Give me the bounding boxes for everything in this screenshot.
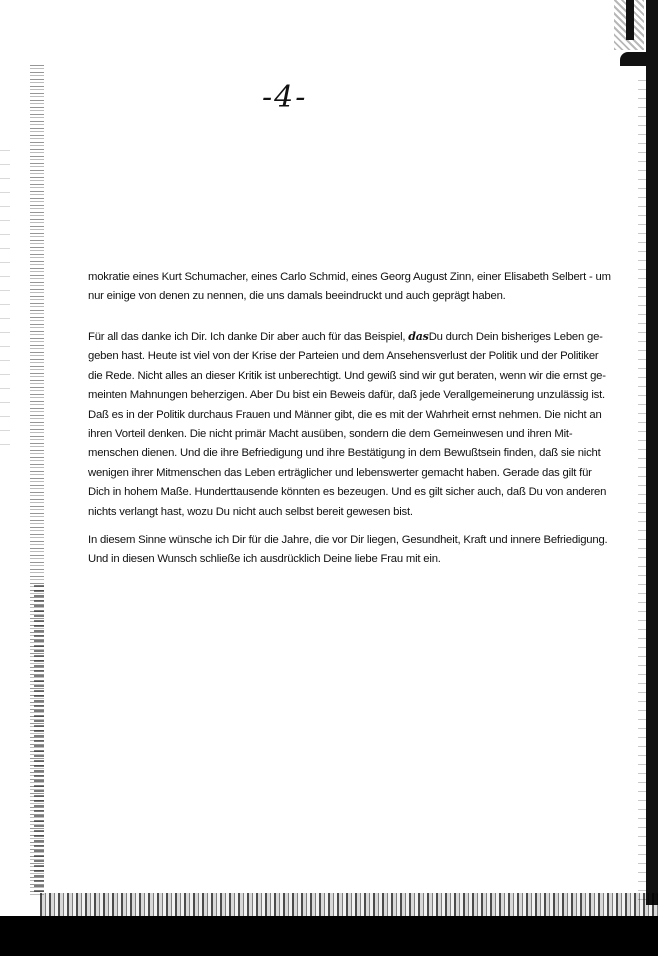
text-line: nichts verlangt hast, wozu Du nicht auch selbst bereit gewesen bist. [88,505,413,518]
scan-edge-right [646,0,658,905]
text-line [88,327,608,347]
paragraph-2 [88,327,608,522]
text-line: Und in diesen Wunsch schließe ich ausdrücklich Deine liebe Frau mit ein. [88,553,441,566]
scan-edge-top-right [626,0,634,40]
text-line: ihren Vorteil denken. Die nicht primär Macht ausüben, sondern die dem Gemeinwesen und ihren Mit- [88,428,573,441]
text-line: menschen dienen. Und die ihre Befriedigung und ihre Bestätigung in dem Bewußtsein finden, daß sie nicht [88,447,601,460]
text-line: Daß es in der Politik durchaus Frauen und Männer gibt, die es mit der Wahrheit ernst nehmen. Die nicht an [88,408,602,421]
text-segment: Für all das danke ich Dir. Ich danke Dir aber auch für das Beispiel, [88,331,409,343]
scan-noise-bottom [40,893,658,917]
scan-edge-notch [620,52,658,66]
text-line: mokratie eines Kurt Schumacher, eines Carlo Schmid, eines Georg August Zinn, einer Elisabeth Selbert - um [88,271,611,283]
text-line: wenigen ihrer Mitmenschen das Leben erträglicher und lebenswerter gemacht haben. Gerade das gilt für [88,466,592,479]
scan-noise-right [638,80,646,900]
page-number: -4- [262,80,308,115]
paragraph-1 [88,268,611,307]
text-line: In diesem Sinne wünsche ich Dir für die Jahre, die vor Dir liegen, Gesundheit, Kraft und innere Befriedigung. [88,534,608,546]
text-line: nur einige von denen zu nennen, die uns damals beeindruckt und auch geprägt haben. [88,290,506,303]
scan-noise-left-specks [0,150,10,450]
text-segment: Du durch Dein bisheriges Leben ge- [428,331,603,343]
text-line: die Rede. Nicht alles an dieser Kritik ist unberechtigt. Und gewiß sind wir gut beraten, wenn wir die ernst ge- [88,369,606,382]
handwritten-insertion: das [408,330,429,343]
text-line: Dich in hohem Maße. Hunderttausende könnten es bezeugen. Und es gilt sicher auch, daß Du von anderen [88,486,607,499]
text-line: meinten Mahnungen beherzigen. Aber Du bist ein Beweis dafür, daß jede Verallgemeinerung unzulässig ist. [88,389,605,402]
scan-border-bottom [0,916,658,956]
paragraph-3 [88,531,608,570]
scan-noise-left-lower [34,585,44,895]
text-line: geben hast. Heute ist viel von der Krise der Parteien und dem Ansehensverlust der Politik und der Politiker [88,350,599,363]
